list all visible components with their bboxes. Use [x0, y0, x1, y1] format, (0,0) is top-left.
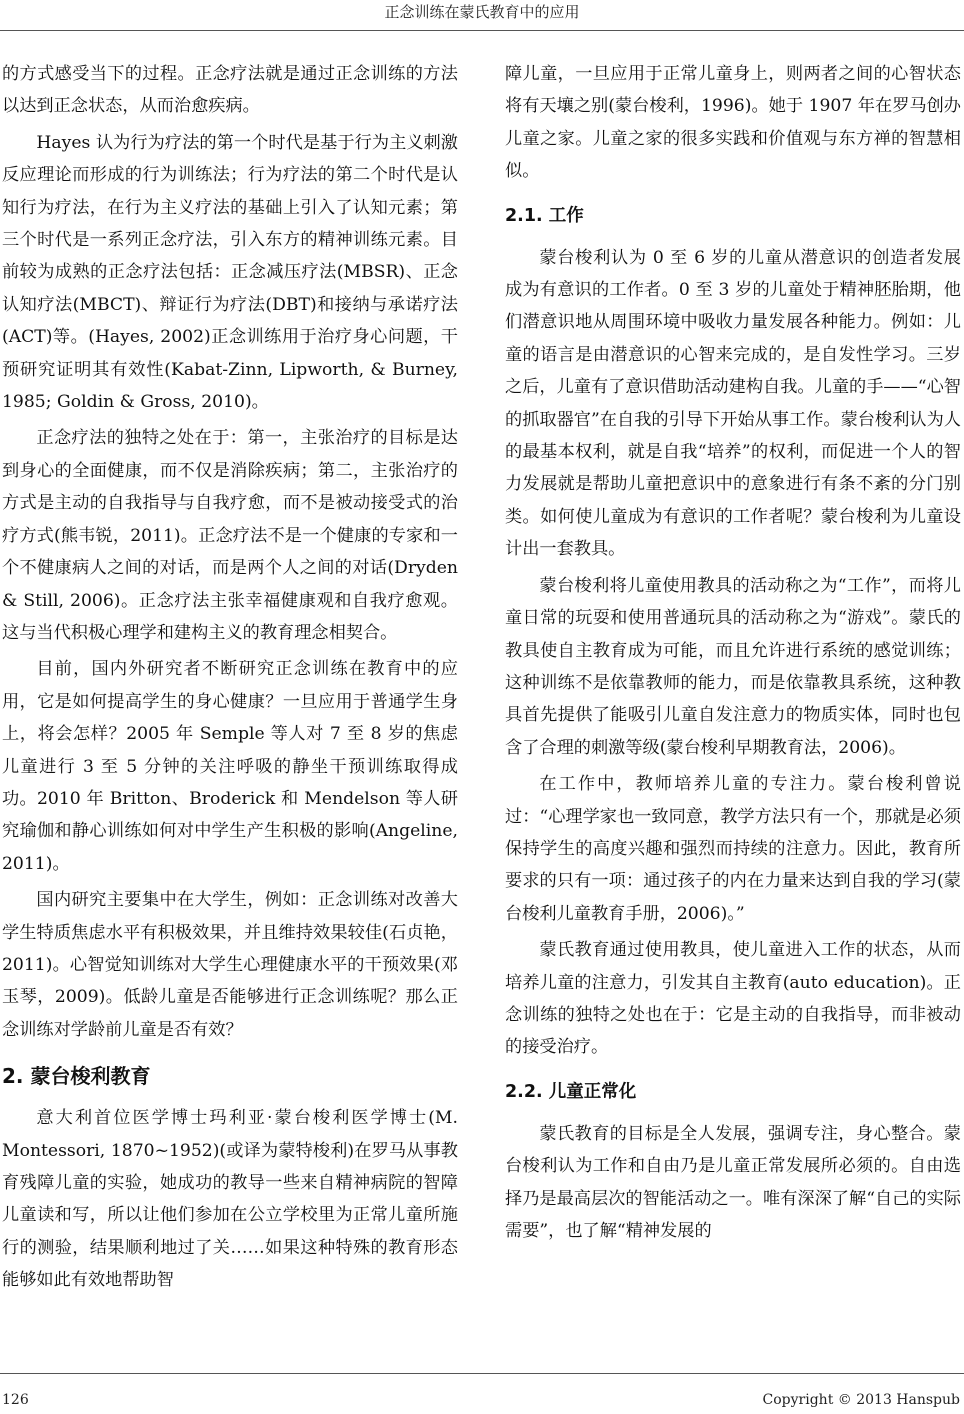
paragraph: 正念疗法的独特之处在于：第一，主张治疗的目标是达到身心的全面健康，而不仅是消除疾病；第二，主张治疗的方式是主动的自我指导与自我疗愈，而不是被动接受式的治疗方式(熊韦锐，2011)。正念疗法不是一个健康的专家和一个不健康病人之间的对话，而是两个人之间的对话(Dryden & Still, 2006)。正念疗法主张幸福健康观和自我疗愈观。这与当代积极心理学和建构主义的教育理念相契合。	[2, 428, 458, 643]
paragraph: 蒙台梭利认为 0 至 6 岁的儿童从潜意识的创造者发展成为有意识的工作者。0 至 3 岁的儿童处于精神胚胎期，他们潜意识地从周围环境中吸收力量发展各种能力。例如：儿童的语言是由潜意识的心智来完成的，是自发性学习。三岁之后，儿童有了意识借助活动建构自我。儿童的手——“心智的抓取器官”在自我的引导下开始从事工作。蒙台梭利认为人的最基本权利，就是自我“培养”的权利，而促进一个人的智力发展就是帮助儿童把意识中的意象进行有条不紊的分门别类。如何使儿童成为有意识的工作者呢？蒙台梭利为儿童设计出一套教具。	[505, 247, 961, 560]
right-column	[505, 58, 961, 1251]
section-heading: 2. 蒙台梭利教育	[2, 1064, 151, 1089]
left-column	[2, 58, 458, 1301]
running-title: 正念训练在蒙氏教育中的应用	[384, 3, 580, 21]
paragraph: 国内研究主要集中在大学生，例如：正念训练对改善大学生特质焦虑水平有积极效果，并且维持效果较佳(石贞艳，2011)。心智觉知训练对大学生心理健康水平的干预效果(邓玉琴，2009)。低龄儿童是否能够进行正念训练呢？那么正念训练对学龄前儿童是否有效？	[2, 890, 458, 1040]
copyright-notice: Copyright © 2013 Hanspub	[762, 1392, 960, 1408]
paragraph: Hayes 认为行为疗法的第一个时代是基于行为主义刺激反应理论而形成的行为训练法；行为疗法的第二个时代是认知行为疗法，在行为主义疗法的基础上引入了认知元素；第三个时代是一系列正念疗法，引入东方的精神训练元素。目前较为成熟的正念疗法包括：正念减压疗法(MBSR)、正念认知疗法(MBCT)、辩证行为疗法(DBT)和接纳与承诺疗法(ACT)等。(Hayes, 2002)正念训练用于治疗身心问题，干预研究证明其有效性(Kabat-Zinn, Lipworth, & Burney, 1985; Goldin & Gross, 2010)。	[2, 132, 458, 413]
subsection-heading: 2.2. 儿童正常化	[505, 1081, 637, 1102]
page-footer	[0, 1373, 964, 1414]
paragraph: 在工作中，教师培养儿童的专注力。蒙台梭利曾说过：“心理学家也一致同意，教学方法只有一个，那就是必须保持学生的高度兴趣和强烈而持续的注意力。因此，教育所要求的只有一项：通过孩子的内在力量来达到自我的学习(蒙台梭利儿童教育手册，2006)。”	[505, 774, 961, 924]
running-header	[0, 0, 964, 31]
paragraph: 蒙氏教育的目标是全人发展，强调专注，身心整合。蒙台梭利认为工作和自由乃是儿童正常发展所必须的。自由选择乃是最高层次的智能活动之一。唯有深深了解“自己的实际需要”，也了解“精神发展的	[505, 1123, 961, 1241]
subsection-heading: 2.1. 工作	[505, 205, 584, 226]
paragraph: 蒙氏教育通过使用教具，使儿童进入工作的状态，从而培养儿童的注意力，引发其自主教育(auto education)。正念训练的独特之处也在于：它是主动的自我指导，而非被动的接受治疗。	[505, 940, 961, 1058]
paragraph: 蒙台梭利将儿童使用教具的活动称之为“工作”，而将儿童日常的玩耍和使用普通玩具的活动称之为“游戏”。蒙氏的教具使自主教育成为可能，而且允许进行系统的感觉训练；这种训练不是依靠教师的能力，而是依靠教具系统，这种教具首先提供了能吸引儿童自发注意力的物质实体，同时也包含了合理的刺激等级(蒙台梭利早期教育法，2006)。	[505, 575, 961, 758]
paragraph: 目前，国内外研究者不断研究正念训练在教育中的应用，它是如何提高学生的身心健康？一旦应用于普通学生身上，将会怎样？2005 年 Semple 等人对 7 至 8 岁的焦虑儿童进行 3 至 5 分钟的关注呼吸的静坐干预训练取得成功。2010 年 Britton、Broderick 和 Mendelson 等人研究瑜伽和静心训练如何对中学生产生积极的影响(Angeline, 2011)。	[2, 659, 458, 874]
paragraph: 的方式感受当下的过程。正念疗法就是通过正念训练的方法以达到正念状态，从而治愈疾病。	[2, 64, 458, 117]
paragraph: 意大利首位医学博士玛利亚·蒙台梭利医学博士(M. Montessori, 1870~1952)(或译为蒙特梭利)在罗马从事教育残障儿童的实验，她成功的教导一些来自精神病院的智障儿童读和写，所以让他们参加在公立学校里为正常儿童所施行的测验，结果顺利地过了关……如果这种特殊的教育形态能够如此有效地帮助智	[2, 1108, 458, 1291]
page-number: 126	[2, 1392, 29, 1408]
paragraph: 障儿童，一旦应用于正常儿童身上，则两者之间的心智状态将有天壤之别(蒙台梭利，1996)。她于 1907 年在罗马创办儿童之家。儿童之家的很多实践和价值观与东方禅的智慧相似。	[505, 64, 961, 182]
